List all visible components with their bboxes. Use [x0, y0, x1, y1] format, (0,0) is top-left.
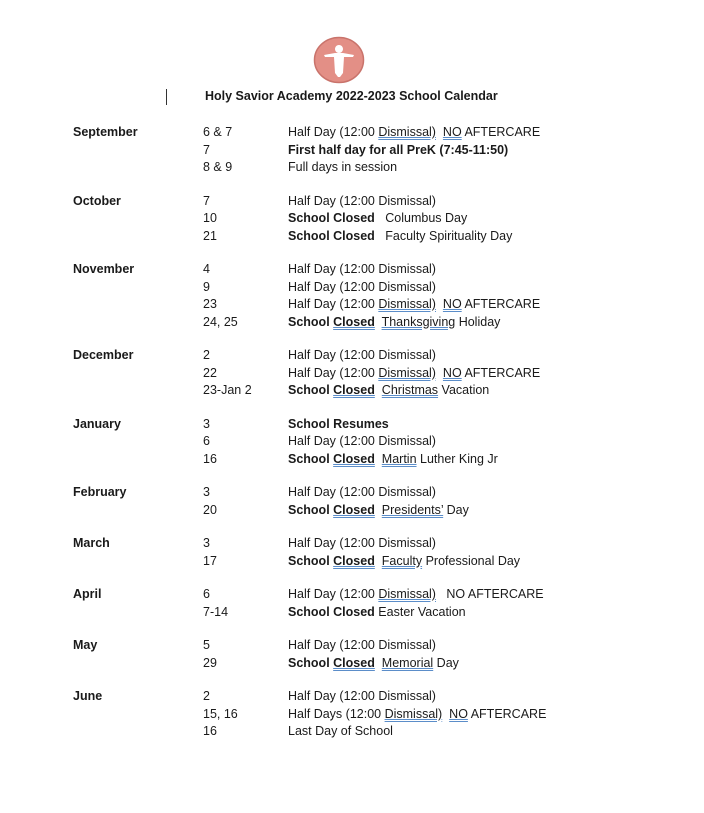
- month-block-june: [73, 688, 673, 741]
- event-text-segment: School Resumes: [288, 416, 389, 431]
- event-description: [288, 261, 673, 279]
- event-date: 24, 25: [203, 314, 238, 329]
- event-date: 6 & 7: [203, 125, 233, 139]
- calendar-row: [73, 484, 673, 502]
- calendar-row: [73, 296, 673, 314]
- month-block-january: [73, 416, 673, 469]
- event-date: 3: [203, 485, 210, 499]
- calendar-row: [73, 586, 673, 604]
- event-text-segment: First half day for all PreK (7:45-11:50): [288, 142, 509, 157]
- event-text-segment: Thanksgiving: [381, 314, 456, 329]
- event-text-segment: Half Day (12:00 Dismissal): [288, 485, 436, 499]
- event-description: [288, 142, 673, 160]
- event-description: [288, 655, 673, 673]
- month-name: December: [73, 348, 134, 362]
- school-calendar: [73, 124, 673, 757]
- page-title: Holy Savior Academy 2022-2023 School Calendar: [205, 89, 498, 103]
- event-text-segment: Closed: [333, 451, 375, 466]
- month-name: [73, 279, 203, 297]
- event-text-segment: [375, 656, 382, 670]
- event-date: 7-14: [203, 604, 229, 619]
- event-description: [288, 451, 673, 469]
- event-date: 2: [203, 689, 210, 703]
- event-text-segment: Closed: [333, 314, 375, 329]
- calendar-row: [73, 142, 673, 160]
- event-text-segment: [436, 366, 443, 380]
- month-name: May: [73, 638, 98, 652]
- event-text-segment: [375, 315, 382, 329]
- calendar-row: [73, 502, 673, 520]
- event-text-segment: Easter Vacation: [374, 604, 466, 619]
- month-name: February: [73, 485, 127, 499]
- event-date: 15, 16: [203, 706, 238, 721]
- event-description: [288, 535, 673, 553]
- calendar-row: [73, 347, 673, 365]
- event-text-segment: AFTERCARE: [461, 297, 541, 311]
- month-name: [73, 142, 203, 160]
- month-name: [73, 314, 203, 332]
- event-date: 7: [203, 142, 210, 157]
- month-block-november: [73, 261, 673, 331]
- event-description: [288, 296, 673, 314]
- event-text-segment: Memorial: [381, 655, 434, 670]
- event-description: [288, 159, 673, 177]
- month-name: [73, 502, 203, 520]
- event-text-segment: NO: [442, 365, 462, 380]
- event-date: 20: [203, 502, 217, 517]
- event-description: [288, 347, 673, 365]
- month-name: April: [73, 587, 102, 601]
- month-name: [73, 210, 203, 228]
- event-date: 23-Jan 2: [203, 383, 252, 397]
- event-text-segment: NO: [449, 706, 468, 721]
- event-text-segment: Closed: [333, 502, 375, 517]
- event-text-segment: Half Day (12:00 Dismissal): [288, 536, 436, 550]
- event-description: [288, 553, 673, 571]
- event-text-segment: [375, 503, 382, 517]
- event-text-segment: Half Day (12:00 Dismissal): [288, 434, 436, 448]
- event-description: [288, 210, 673, 228]
- event-text-segment: [375, 383, 382, 397]
- event-text-segment: Faculty: [381, 553, 423, 568]
- event-text-segment: Luther King Jr: [416, 451, 498, 466]
- month-name: [73, 382, 203, 400]
- event-text-segment: NO: [442, 297, 462, 311]
- month-name: June: [73, 689, 103, 703]
- event-text-segment: Half Days (12:00: [288, 706, 385, 721]
- calendar-row: [73, 382, 673, 400]
- event-description: [288, 124, 673, 142]
- event-text-segment: Half Day (12:00 Dismissal): [288, 193, 436, 208]
- event-text-segment: Holiday: [455, 314, 501, 329]
- event-text-segment: Christmas: [381, 383, 439, 397]
- month-name: [73, 365, 203, 383]
- event-date: 6: [203, 434, 210, 448]
- event-date: 3: [203, 416, 210, 431]
- event-text-segment: Half Day (12:00 Dismissal): [288, 348, 436, 362]
- calendar-row: [73, 124, 673, 142]
- event-date: 5: [203, 638, 210, 652]
- event-description: [288, 433, 673, 451]
- event-description: [288, 314, 673, 332]
- event-date: 4: [203, 262, 210, 276]
- event-text-segment: AFTERCARE: [461, 125, 541, 139]
- event-text-segment: [436, 297, 443, 311]
- event-text-segment: Half Day (12:00 Dismissal): [288, 689, 436, 703]
- calendar-row: [73, 637, 673, 655]
- event-text-segment: Half Day (12:00 Dismissal): [288, 262, 436, 276]
- event-text-segment: NO AFTERCARE: [435, 587, 544, 601]
- calendar-row: [73, 433, 673, 451]
- calendar-row: [73, 279, 673, 297]
- event-text-segment: Martin: [381, 451, 417, 466]
- event-date: 21: [203, 228, 217, 243]
- month-block-october: [73, 193, 673, 246]
- event-date: 29: [203, 655, 217, 670]
- month-block-march: [73, 535, 673, 570]
- event-description: [288, 637, 673, 655]
- event-date: 3: [203, 536, 210, 550]
- event-text-segment: Dismissal): [378, 365, 436, 380]
- calendar-row: [73, 451, 673, 469]
- calendar-row: [73, 416, 673, 434]
- event-text-segment: School: [288, 502, 334, 517]
- event-text-segment: [436, 125, 443, 139]
- calendar-row: [73, 228, 673, 246]
- month-block-february: [73, 484, 673, 519]
- event-text-segment: Dismissal): [378, 297, 436, 311]
- event-description: [288, 416, 673, 434]
- event-description: [288, 365, 673, 383]
- calendar-row: [73, 553, 673, 571]
- event-text-segment: Day: [443, 502, 469, 517]
- event-date: 8 & 9: [203, 160, 233, 174]
- holy-savior-christ-logo-icon: [313, 36, 365, 84]
- calendar-row: [73, 193, 673, 211]
- event-text-segment: Day: [433, 655, 459, 670]
- event-text-segment: Closed: [333, 655, 375, 670]
- event-date: 23: [203, 297, 217, 311]
- month-name: [73, 655, 203, 673]
- event-text-segment: School Closed: [288, 211, 375, 225]
- event-description: [288, 706, 673, 724]
- event-text-segment: School Closed: [288, 604, 375, 619]
- event-text-segment: Half Day (12:00: [288, 297, 379, 311]
- event-text-segment: Half Day (12:00 Dismissal): [288, 638, 436, 652]
- event-text-segment: [375, 554, 382, 568]
- event-date: 2: [203, 348, 210, 362]
- event-date: 16: [203, 724, 217, 738]
- event-description: [288, 484, 673, 502]
- event-text-segment: Last Day of School: [288, 724, 393, 738]
- month-name: [73, 604, 203, 622]
- month-name: [73, 433, 203, 451]
- event-text-segment: Columbus Day: [374, 211, 468, 225]
- event-description: [288, 279, 673, 297]
- event-date: 16: [203, 451, 217, 466]
- month-block-may: [73, 637, 673, 672]
- event-text-segment: [375, 452, 382, 466]
- event-description: [288, 193, 673, 211]
- event-text-segment: School: [288, 314, 334, 329]
- month-name: [73, 723, 203, 741]
- month-block-december: [73, 347, 673, 400]
- event-text-segment: Half Day (12:00 Dismissal): [288, 279, 436, 294]
- event-date: 22: [203, 365, 217, 380]
- event-text-segment: AFTERCARE: [461, 365, 541, 380]
- month-name: [73, 553, 203, 571]
- event-text-segment: Half Day (12:00: [288, 365, 379, 380]
- event-text-segment: School Closed: [288, 228, 375, 243]
- month-name: [73, 159, 203, 177]
- calendar-row: [73, 210, 673, 228]
- calendar-row: [73, 655, 673, 673]
- calendar-row: [73, 365, 673, 383]
- event-text-segment: Dismissal): [378, 587, 436, 601]
- event-date: 6: [203, 587, 210, 601]
- event-text-segment: Closed: [333, 553, 375, 568]
- calendar-row: [73, 314, 673, 332]
- event-description: [288, 604, 673, 622]
- month-name: March: [73, 536, 110, 550]
- event-date: 17: [203, 553, 217, 568]
- event-text-segment: Presidents’: [381, 502, 444, 517]
- month-block-september: [73, 124, 673, 177]
- event-description: [288, 502, 673, 520]
- event-text-segment: School: [288, 383, 334, 397]
- event-text-segment: Vacation: [438, 383, 490, 397]
- event-description: [288, 228, 673, 246]
- month-name: November: [73, 262, 135, 276]
- event-text-segment: Half Day (12:00: [288, 125, 379, 139]
- month-name: [73, 706, 203, 724]
- event-text-segment: Full days in session: [288, 160, 398, 174]
- event-description: [288, 688, 673, 706]
- month-name: [73, 296, 203, 314]
- event-text-segment: Half Day (12:00: [288, 587, 379, 601]
- calendar-row: [73, 723, 673, 741]
- event-text-segment: Dismissal): [378, 125, 436, 139]
- calendar-row: [73, 688, 673, 706]
- event-text-segment: AFTERCARE: [467, 706, 547, 721]
- event-description: [288, 586, 673, 604]
- month-name: October: [73, 193, 121, 208]
- event-text-segment: Faculty Spirituality Day: [374, 228, 513, 243]
- event-text-segment: School: [288, 451, 334, 466]
- text-cursor: [166, 89, 167, 105]
- event-date: 9: [203, 279, 210, 294]
- event-text-segment: NO: [442, 125, 462, 139]
- event-date: 10: [203, 211, 217, 225]
- calendar-row: [73, 535, 673, 553]
- month-name: [73, 451, 203, 469]
- calendar-row: [73, 261, 673, 279]
- event-text-segment: Dismissal): [384, 706, 443, 721]
- event-text-segment: Closed: [333, 383, 375, 397]
- event-description: [288, 723, 673, 741]
- month-name: [73, 228, 203, 246]
- event-description: [288, 382, 673, 400]
- event-text-segment: School: [288, 553, 334, 568]
- month-name: January: [73, 416, 121, 431]
- calendar-row: [73, 706, 673, 724]
- event-text-segment: Professional Day: [422, 553, 521, 568]
- month-block-april: [73, 586, 673, 621]
- event-date: 7: [203, 193, 210, 208]
- event-text-segment: School: [288, 655, 334, 670]
- calendar-row: [73, 159, 673, 177]
- month-name: September: [73, 125, 138, 139]
- calendar-row: [73, 604, 673, 622]
